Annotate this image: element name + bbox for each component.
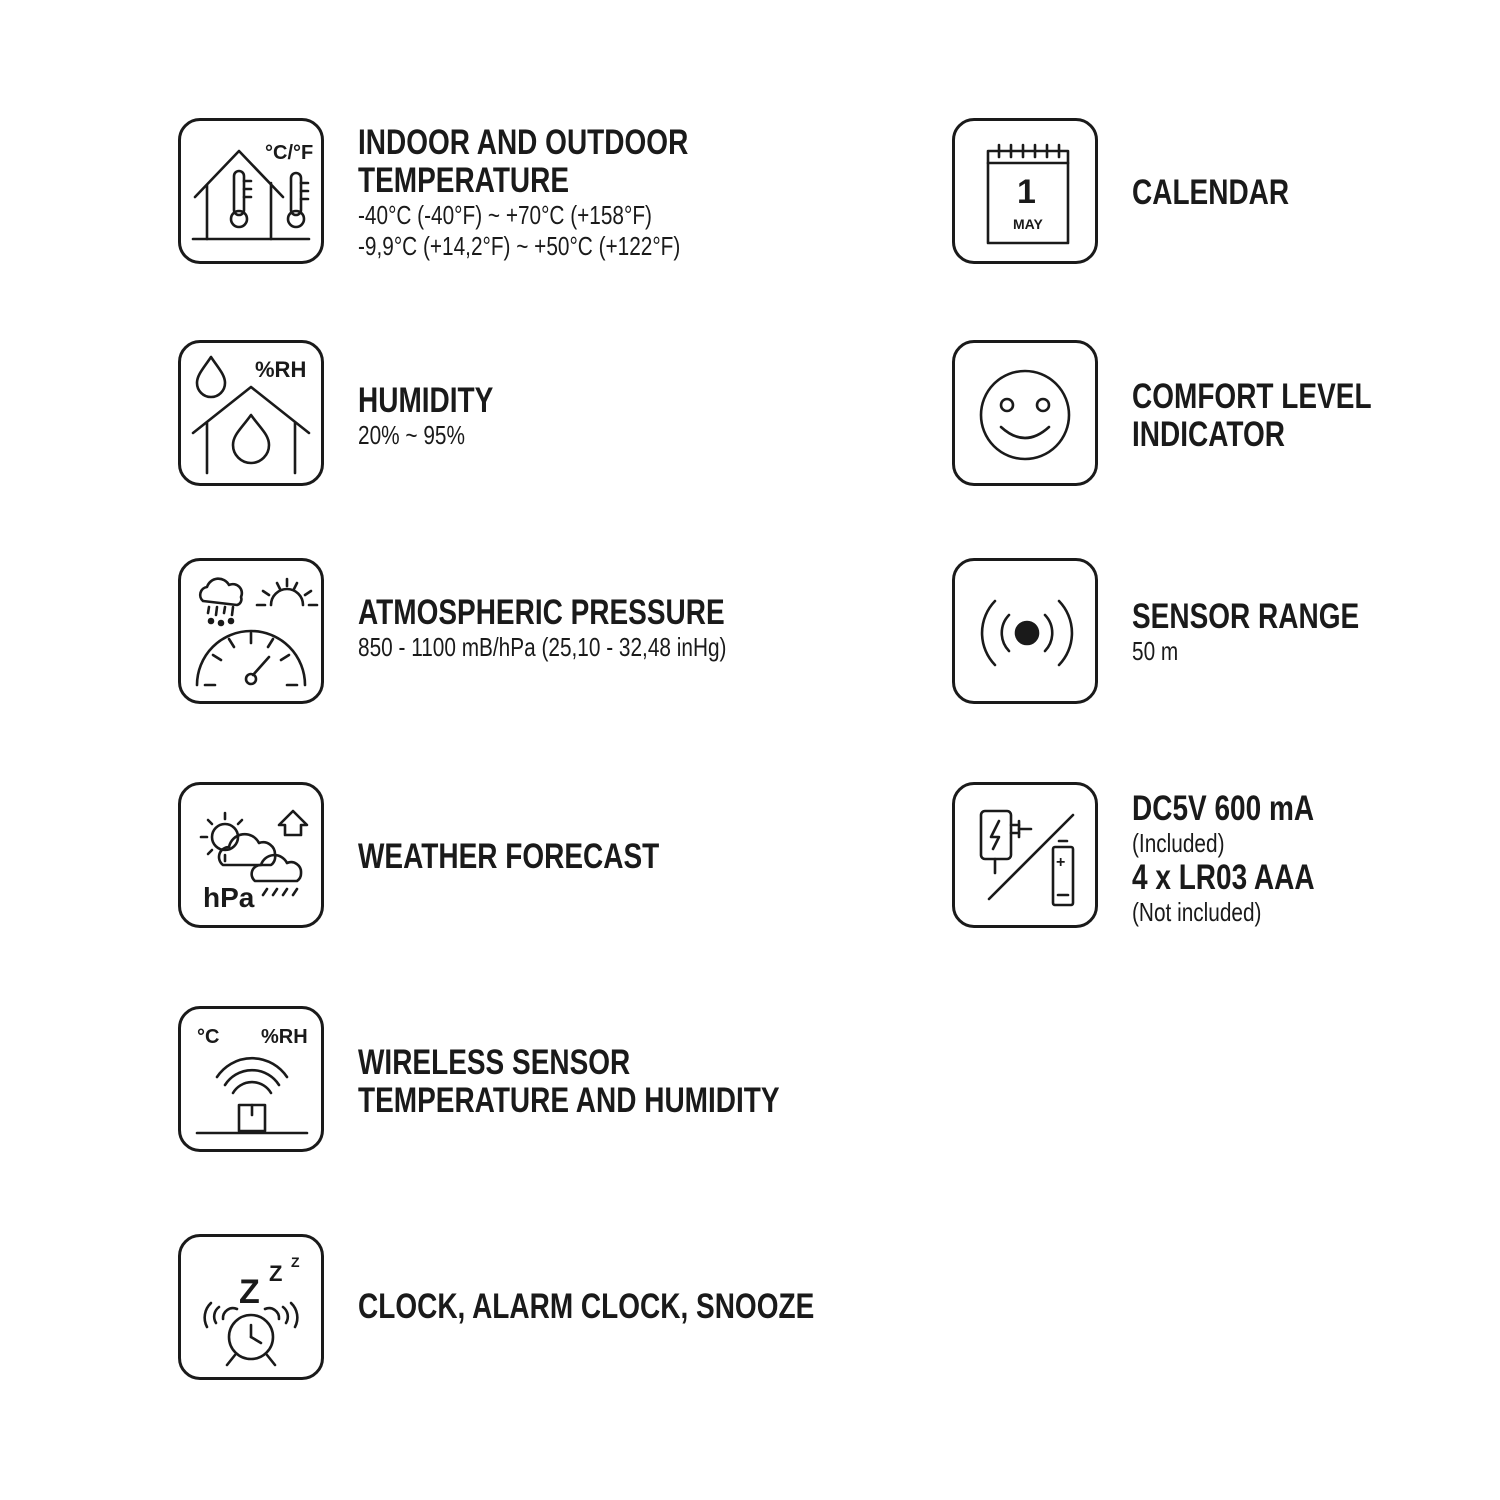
pressure-title: ATMOSPHERIC PRESSURE <box>358 593 725 632</box>
svg-text:MAY: MAY <box>1013 216 1043 232</box>
pressure-gauge-icon <box>178 558 324 704</box>
wireless-title-1: WIRELESS SENSOR <box>358 1043 631 1082</box>
calendar-icon <box>952 118 1098 264</box>
wireless-text <box>358 1044 780 1120</box>
comfort-title-1: COMFORT LEVEL <box>1132 377 1372 416</box>
temperature-range-indoor: -9,9°C (+14,2°F) ~ +50°C (+122°F) <box>358 231 681 261</box>
humidity-range: 20% ~ 95% <box>358 420 465 450</box>
temperature-title-2: TEMPERATURE <box>358 161 570 200</box>
temperature-range-outdoor: -40°C (-40°F) ~ +70°C (+158°F) <box>358 200 652 230</box>
forecast-title: WEATHER FORECAST <box>358 837 660 876</box>
calendar-text <box>1132 174 1289 212</box>
smiley-face-icon <box>952 340 1098 486</box>
comfort-text <box>1132 378 1372 454</box>
wireless-title-2: TEMPERATURE AND HUMIDITY <box>358 1081 780 1120</box>
signal-range-icon <box>952 558 1098 704</box>
comfort-title-2: INDICATOR <box>1132 415 1285 454</box>
weather-forecast-icon <box>178 782 324 928</box>
house-thermometer-icon <box>178 118 324 264</box>
svg-text:hPa: hPa <box>203 882 255 913</box>
svg-text:Z: Z <box>269 1261 283 1286</box>
power-adapter-note: (Included) <box>1132 828 1225 858</box>
temperature-title-1: INDOOR AND OUTDOOR <box>358 123 689 162</box>
sensor-range-value: 50 m <box>1132 636 1179 666</box>
humidity-text <box>358 382 493 451</box>
svg-text:+: + <box>1056 854 1066 871</box>
humidity-house-icon <box>178 340 324 486</box>
power-adapter: DC5V 600 mA <box>1132 789 1315 828</box>
svg-text:°C: °C <box>197 1026 220 1048</box>
svg-text:%RH: %RH <box>255 357 307 382</box>
wireless-sensor-icon <box>178 1006 324 1152</box>
forecast-text <box>358 838 659 876</box>
svg-text:1: 1 <box>1017 173 1036 211</box>
pressure-range: 850 - 1100 mB/hPa (25,10 - 32,48 inHg) <box>358 632 727 662</box>
svg-text:Z: Z <box>291 1254 300 1270</box>
power-text <box>1132 790 1315 928</box>
power-battery: 4 x LR03 AAA <box>1132 858 1315 897</box>
clock-text <box>358 1288 814 1326</box>
alarm-clock-icon <box>178 1234 324 1380</box>
svg-text:%RH: %RH <box>261 1026 308 1048</box>
temperature-text <box>358 124 688 262</box>
clock-title: CLOCK, ALARM CLOCK, SNOOZE <box>358 1287 815 1326</box>
calendar-title: CALENDAR <box>1132 173 1290 212</box>
pressure-text <box>358 594 726 663</box>
power-battery-note: (Not included) <box>1132 897 1262 927</box>
power-adapter-battery-icon <box>952 782 1098 928</box>
sensor-range-text <box>1132 598 1359 667</box>
svg-text:°C/°F: °C/°F <box>265 142 314 164</box>
svg-text:Z: Z <box>239 1273 260 1311</box>
humidity-title: HUMIDITY <box>358 381 494 420</box>
sensor-range-title: SENSOR RANGE <box>1132 597 1360 636</box>
